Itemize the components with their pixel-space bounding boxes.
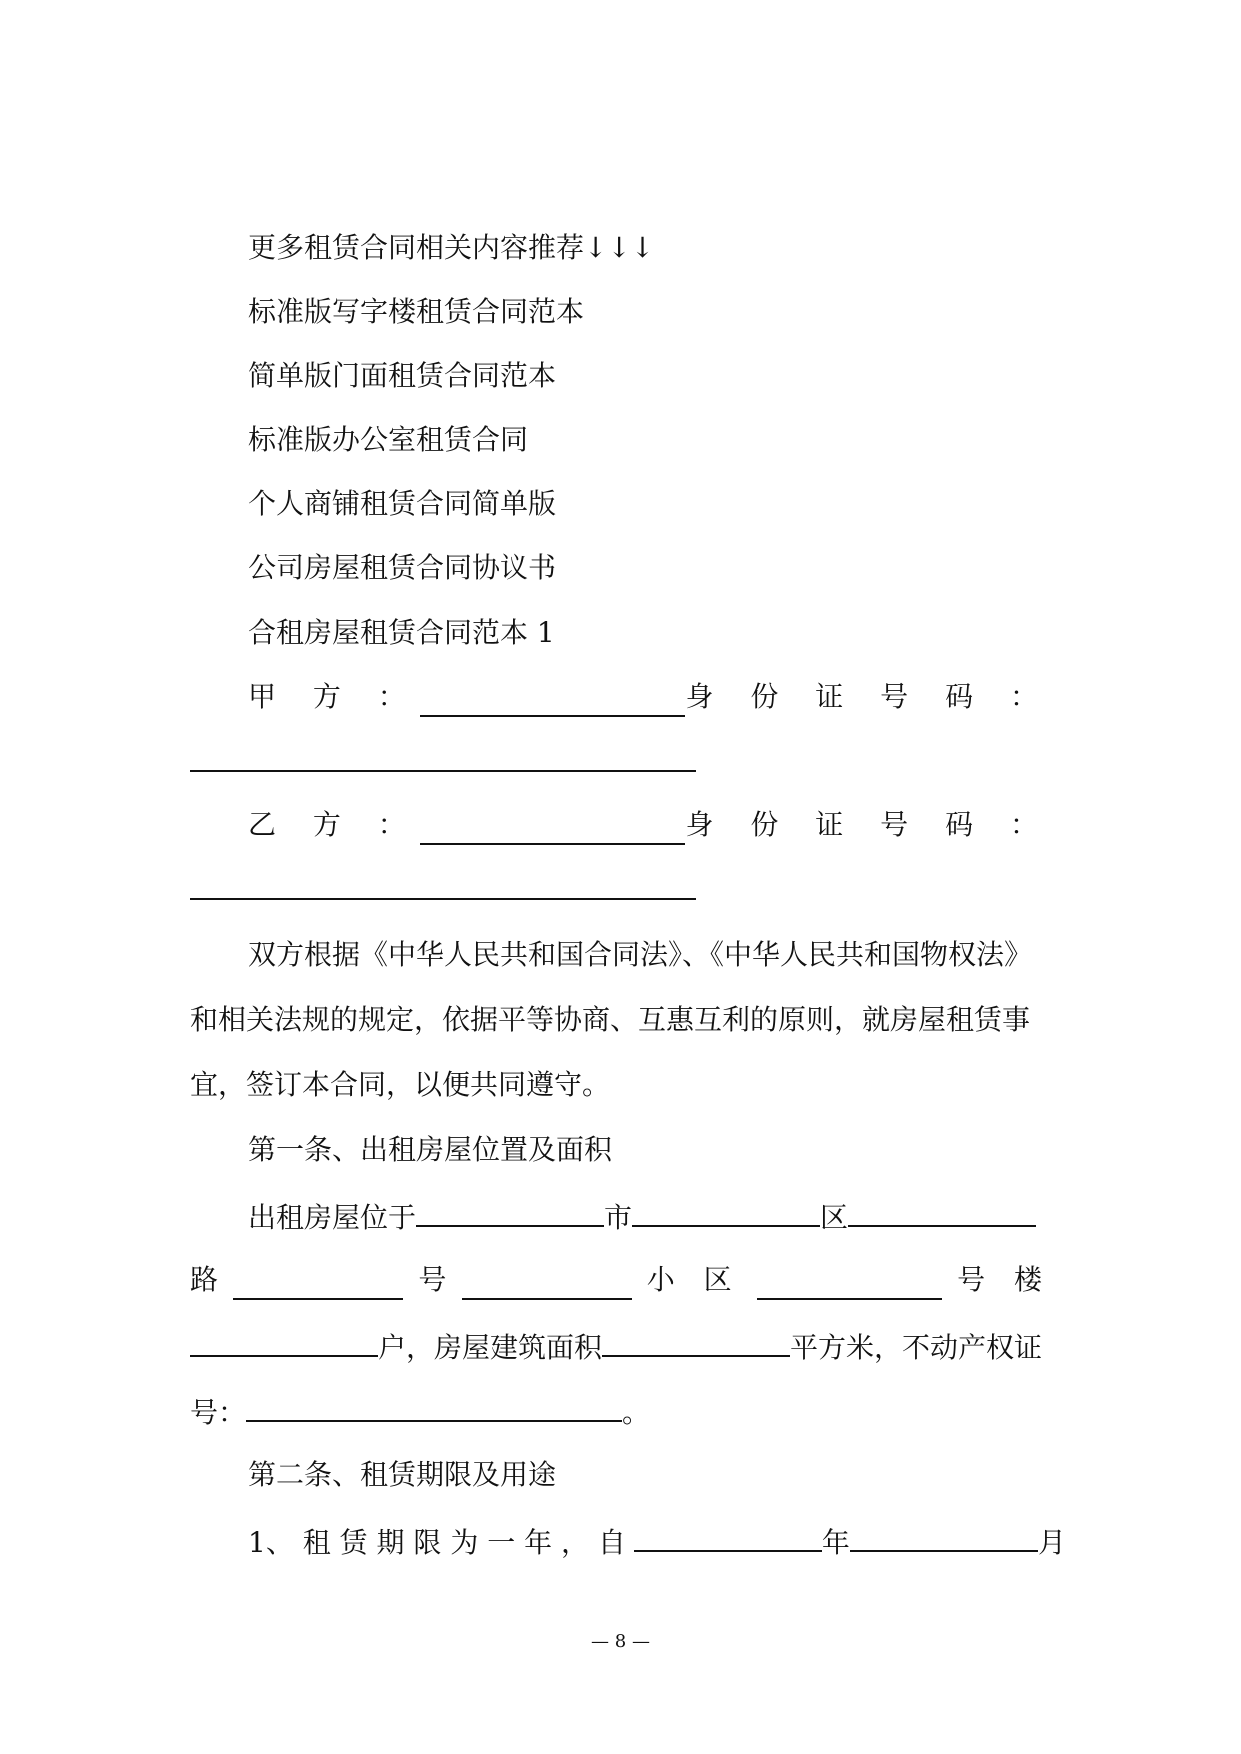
- city-blank: [416, 1195, 604, 1227]
- party-a-name-blank: [420, 685, 686, 717]
- unit-blank: [190, 1325, 378, 1357]
- party-a-row: [190, 677, 1052, 717]
- unit-label: 户，房屋建筑面积: [378, 1331, 603, 1364]
- cert-end: 。: [622, 1396, 651, 1429]
- intro-line: 宜，签订本合同，以便共同遵守。: [190, 1068, 611, 1101]
- article-1-cert-row: [190, 1390, 1052, 1433]
- number-label: 号: [418, 1263, 447, 1296]
- district-blank: [632, 1195, 820, 1227]
- building-blank: [757, 1268, 942, 1300]
- article-1-area-row: [190, 1325, 1052, 1368]
- road-blank: [848, 1195, 1036, 1227]
- party-b-row: [190, 805, 1052, 845]
- cert-blank: [246, 1390, 622, 1422]
- district-label: 区: [820, 1201, 849, 1234]
- party-a-id-row: [190, 740, 1052, 783]
- area-label: 平方米，不动产权证: [790, 1331, 1043, 1364]
- recommend-item[interactable]: 标准版写字楼租赁合同范本: [248, 295, 585, 328]
- building-label: 号 楼: [957, 1263, 1052, 1296]
- community-blank: [462, 1268, 632, 1300]
- cert-label: 号：: [190, 1396, 247, 1429]
- contract-title: 合租房屋租赁合同范本 1: [248, 616, 555, 649]
- term-label: 1、 租 赁 期 限 为 一 年 ， 自: [248, 1526, 626, 1559]
- party-b-label: 乙 方 ：: [248, 808, 420, 841]
- located-label: 出租房屋位于: [248, 1201, 417, 1234]
- year-blank: [634, 1520, 822, 1552]
- party-b-id-row: [190, 868, 1052, 911]
- article-2-title: 第二条、租赁期限及用途: [248, 1458, 557, 1491]
- recommend-heading: 更多租赁合同相关内容推荐↓↓↓: [248, 231, 655, 264]
- party-b-name-blank: [420, 813, 686, 845]
- number-blank: [233, 1268, 403, 1300]
- party-b-id-blank: [190, 868, 696, 900]
- recommend-item[interactable]: 个人商铺租赁合同简单版: [248, 487, 557, 520]
- article-1-title: 第一条、出租房屋位置及面积: [248, 1133, 613, 1166]
- party-b-id-label: 身 份 证 号 码 ：: [685, 808, 1052, 841]
- party-a-label: 甲 方 ：: [248, 680, 420, 713]
- road-label: 路: [190, 1263, 219, 1296]
- article-1-address-row: [190, 1260, 1052, 1300]
- area-blank: [602, 1325, 790, 1357]
- article-1-location-row: [190, 1195, 1052, 1238]
- party-a-id-blank: [190, 740, 696, 772]
- article-2-term-row: [190, 1520, 1066, 1563]
- month-label: 月: [1037, 1526, 1066, 1559]
- intro-line: 双方根据《中华人民共和国合同法》、《中华人民共和国物权法》: [248, 938, 1033, 971]
- community-label: 小 区: [646, 1263, 742, 1296]
- intro-line: 和相关法规的规定，依据平等协商、互惠互利的原则，就房屋租赁事: [190, 1003, 1031, 1036]
- party-a-id-label: 身 份 证 号 码 ：: [685, 680, 1052, 713]
- year-label: 年: [821, 1526, 850, 1559]
- city-label: 市: [604, 1201, 633, 1234]
- recommend-item[interactable]: 标准版办公室租赁合同: [248, 423, 529, 456]
- recommend-item[interactable]: 简单版门面租赁合同范本: [248, 359, 557, 392]
- recommend-item[interactable]: 公司房屋租赁合同协议书: [248, 551, 557, 584]
- month-blank: [850, 1520, 1038, 1552]
- page-number: — 8 —: [591, 1631, 650, 1652]
